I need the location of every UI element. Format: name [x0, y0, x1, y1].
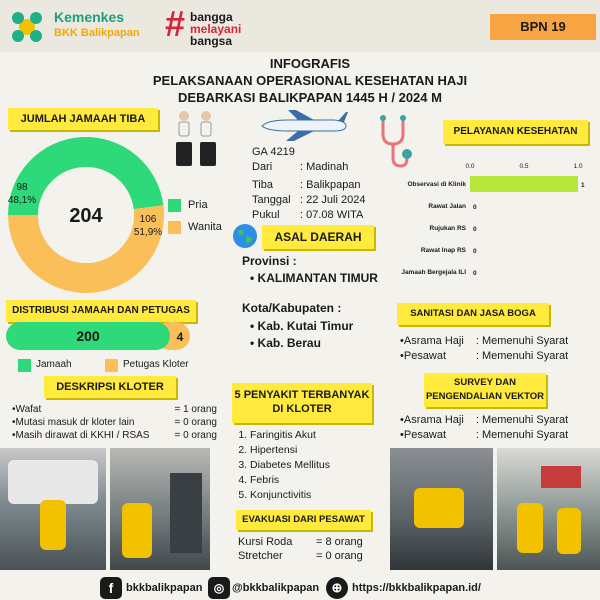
pria-pct-label: 48,1%	[7, 195, 37, 206]
tagline-1: bangga	[190, 10, 233, 24]
legend-petugas-swatch	[105, 359, 118, 372]
deskripsi-row-value: = 0 orang	[174, 430, 217, 441]
airplane-icon	[258, 108, 350, 142]
photo-wheelchair-assist	[110, 448, 210, 570]
penyakit-heading: 5 PENYAKIT TERBANYAK DI KLOTER	[232, 383, 372, 423]
pel-category-label: Jamaah Bergejala ILI	[401, 269, 466, 276]
pelayanan-bar-chart	[388, 158, 588, 300]
survey-row	[400, 413, 590, 428]
sanitasi-row-value: : Memenuhi Syarat	[475, 350, 569, 362]
pel-tick-label: 0.5	[519, 163, 529, 170]
legend-wanita-swatch	[168, 221, 181, 234]
flight-row-value: : 07.08 WITA	[300, 209, 364, 221]
pel-tick-label: 1.0	[573, 163, 583, 170]
logo-subtitle: BKK Balikpapan	[54, 27, 140, 39]
sanitasi-list	[400, 334, 590, 364]
kota-item-label: Kab. Berau	[257, 336, 321, 350]
survey-heading-line-2: PENGENDALIAN VEKTOR	[425, 391, 545, 402]
pel-value-label: 1	[581, 182, 585, 189]
tagline-3: bangsa	[190, 34, 233, 48]
wanita-pct-label: 51,9%	[133, 227, 163, 238]
dist-label-petugas: 4	[176, 330, 184, 344]
survey-row-value: : Memenuhi Syarat	[475, 414, 569, 426]
survey-row-label: Pesawat	[403, 429, 447, 441]
instagram-handle[interactable]: @bkkbalikpapan	[232, 582, 320, 594]
kloter-badge: BPN 19	[490, 14, 596, 40]
deskripsi-list	[12, 403, 217, 442]
flight-details	[252, 160, 382, 223]
provinsi-label: Provinsi :	[242, 254, 297, 268]
evakuasi-row	[238, 535, 378, 549]
deskripsi-row-value: = 0 orang	[174, 417, 217, 428]
pel-value-label: 0	[473, 270, 477, 277]
sanitasi-row	[400, 349, 590, 364]
deskripsi-row-label: Masih dirawat di KKHI / RSAS	[15, 430, 150, 441]
sanitasi-row-value: : Memenuhi Syarat	[475, 335, 569, 347]
deskripsi-row-label: Mutasi masuk dr kloter lain	[15, 417, 135, 428]
sanitasi-row-label: Asrama Haji	[403, 335, 464, 347]
flight-code: GA 4219	[252, 146, 295, 158]
evakuasi-row-value: = 8 orang	[316, 536, 363, 548]
kemenkes-logo-icon	[8, 8, 46, 46]
dist-label-jamaah: 200	[76, 328, 100, 344]
instagram-icon[interactable]: ◎	[208, 577, 230, 599]
penyakit-item: 3. Diabetes Mellitus	[250, 458, 378, 473]
deskripsi-row-value: = 1 orang	[174, 404, 217, 415]
pel-value-label: 0	[473, 248, 477, 255]
page-title	[140, 55, 480, 106]
kota-label: Kota/Kabupaten :	[242, 301, 342, 315]
flight-row-value: : Madinah	[300, 161, 349, 173]
legend-pria-label: Pria	[188, 199, 208, 211]
survey-row-label: Asrama Haji	[403, 414, 464, 426]
evakuasi-row-label: Stretcher	[238, 550, 283, 562]
pel-bar	[470, 176, 578, 192]
facebook-handle[interactable]: bkkbalikpapan	[126, 582, 203, 594]
provinsi-value	[250, 271, 378, 285]
title-line-3: DEBARKASI BALIKPAPAN 1445 H / 2024 M	[178, 90, 442, 105]
title-line-1: INFOGRAFIS	[269, 56, 351, 71]
deskripsi-row	[12, 416, 217, 429]
penyakit-item: 1. Faringitis Akut	[250, 428, 378, 443]
sanitasi-heading: SANITASI DAN JASA BOGA	[397, 303, 549, 325]
pel-category-label: Observasi di Klinik	[407, 181, 466, 188]
title-line-2: PELAKSANAAN OPERASIONAL KESEHATAN HAJI	[152, 73, 468, 88]
pel-value-label: 0	[473, 226, 477, 233]
legend-jamaah-swatch	[18, 359, 31, 372]
penyakit-list	[238, 428, 378, 503]
hashtag-symbol: #	[165, 3, 186, 44]
photo-stretcher	[390, 448, 493, 570]
flight-row-label: Tanggal	[252, 194, 291, 206]
evakuasi-row	[238, 549, 378, 563]
survey-heading-line-1: SURVEY DAN	[454, 377, 516, 388]
tagline-2: melayani	[190, 22, 242, 36]
kota-item-label: Kab. Kutai Timur	[257, 319, 354, 333]
survey-heading	[424, 373, 546, 407]
provinsi-name: KALIMANTAN TIMUR	[257, 271, 378, 285]
logo-title: Kemenkes	[54, 9, 125, 25]
legend-petugas-label: Petugas Kloter	[123, 359, 189, 370]
legend-pria-swatch	[168, 199, 181, 212]
evakuasi-row-label: Kursi Roda	[238, 536, 293, 548]
survey-list	[400, 413, 590, 443]
pel-tick-label: 0.0	[465, 163, 475, 170]
legend-wanita-label: Wanita	[188, 221, 222, 233]
sanitasi-row-label: Pesawat	[403, 350, 447, 362]
pel-category-label: Rawat Jalan	[428, 203, 466, 210]
pel-category-label: Rujukan RS	[429, 225, 466, 232]
kota-item	[250, 318, 353, 335]
flight-row-label: Dari	[252, 161, 273, 173]
penyakit-item: 5. Konjunctivitis	[250, 488, 378, 503]
asal-heading: ASAL DAERAH	[262, 225, 374, 249]
penyakit-item: 4. Febris	[250, 473, 378, 488]
kota-list	[250, 318, 353, 352]
sanitasi-row	[400, 334, 590, 349]
jumlah-heading: JUMLAH JAMAAH TIBA	[8, 108, 158, 130]
deskripsi-heading: DESKRIPSI KLOTER	[44, 376, 176, 398]
pelayanan-heading: PELAYANAN KESEHATAN	[443, 120, 588, 144]
survey-row-value: : Memenuhi Syarat	[475, 429, 569, 441]
photo-airport-apron	[497, 448, 600, 570]
deskripsi-row	[12, 403, 217, 416]
deskripsi-row-label: Wafat	[15, 404, 42, 415]
penyakit-item: 2. Hipertensi	[250, 443, 378, 458]
photo-van-passengers	[0, 448, 106, 570]
flight-row-label: Pukul	[252, 209, 280, 221]
evakuasi-heading: EVAKUASI DARI PESAWAT	[236, 510, 371, 530]
evakuasi-row-value: = 0 orang	[316, 550, 363, 562]
evakuasi-list	[238, 535, 378, 563]
website-link[interactable]: https://bkkbalikpapan.id/	[352, 582, 481, 594]
legend-jamaah-label: Jamaah	[36, 359, 72, 370]
donut-total: 204	[69, 205, 103, 227]
wanita-count-label: 106	[139, 214, 157, 225]
globe-web-icon[interactable]: ⊕	[326, 577, 348, 599]
pel-value-label: 0	[473, 204, 477, 211]
distribusi-bar	[4, 320, 194, 352]
flight-row-label: Tiba	[252, 179, 273, 191]
kota-item	[250, 335, 353, 352]
gender-donut-chart	[6, 135, 166, 295]
globe-icon	[232, 223, 258, 249]
deskripsi-row	[12, 429, 217, 442]
distribusi-heading: DISTRIBUSI JAMAAH DAN PETUGAS	[6, 300, 196, 322]
pel-category-label: Rawat Inap RS	[420, 247, 466, 254]
flight-row-value: : 22 Juli 2024	[300, 194, 366, 206]
pria-count-label: 98	[16, 182, 28, 193]
survey-row	[400, 428, 590, 443]
travelers-icon	[170, 108, 222, 170]
facebook-icon[interactable]: f	[100, 577, 122, 599]
flight-row-value: : Balikpapan	[300, 179, 361, 191]
